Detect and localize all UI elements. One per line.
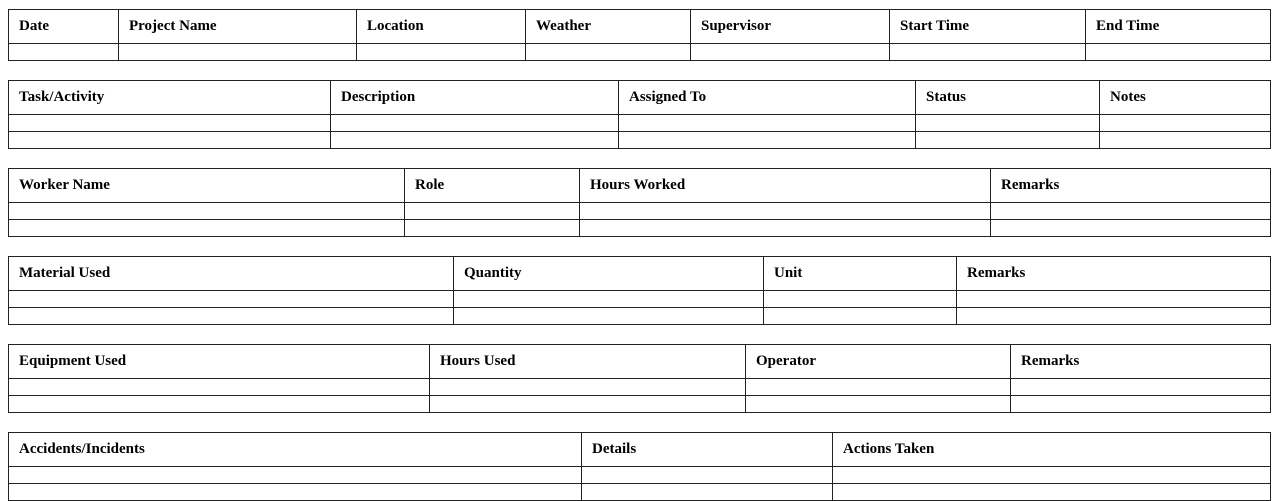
column-header-date: Date — [9, 10, 119, 44]
column-header-material-used: Material Used — [9, 257, 454, 291]
location-cell[interactable] — [357, 44, 526, 61]
description-cell[interactable] — [331, 132, 619, 149]
column-header-remarks: Remarks — [957, 257, 1271, 291]
remarks-cell[interactable] — [1011, 396, 1271, 413]
date-cell[interactable] — [9, 44, 119, 61]
hours-worked-cell[interactable] — [580, 203, 991, 220]
hours-used-cell[interactable] — [430, 396, 746, 413]
task-activity-cell[interactable] — [9, 115, 331, 132]
table-row — [9, 467, 1271, 484]
notes-cell[interactable] — [1100, 132, 1271, 149]
notes-cell[interactable] — [1100, 115, 1271, 132]
remarks-cell[interactable] — [991, 220, 1271, 237]
column-header-task-activity: Task/Activity — [9, 81, 331, 115]
table-row — [9, 115, 1271, 132]
status-cell[interactable] — [916, 132, 1100, 149]
unit-cell[interactable] — [764, 308, 957, 325]
accidents-incidents-cell[interactable] — [9, 484, 582, 501]
table-row — [9, 132, 1271, 149]
supervisor-cell[interactable] — [691, 44, 890, 61]
unit-cell[interactable] — [764, 291, 957, 308]
material-used-cell[interactable] — [9, 291, 454, 308]
header-row — [9, 433, 1271, 467]
remarks-cell[interactable] — [957, 308, 1271, 325]
role-cell[interactable] — [405, 220, 580, 237]
quantity-cell[interactable] — [454, 291, 764, 308]
actions-taken-cell[interactable] — [833, 484, 1271, 501]
equipment-table — [8, 344, 1271, 413]
column-header-project-name: Project Name — [119, 10, 357, 44]
remarks-cell[interactable] — [1011, 379, 1271, 396]
hours-used-cell[interactable] — [430, 379, 746, 396]
column-header-quantity: Quantity — [454, 257, 764, 291]
description-cell[interactable] — [331, 115, 619, 132]
incidents-table — [8, 432, 1271, 501]
column-header-assigned-to: Assigned To — [619, 81, 916, 115]
workers-table — [8, 168, 1271, 237]
table-row — [9, 44, 1271, 61]
table-row — [9, 484, 1271, 501]
column-header-remarks: Remarks — [1011, 345, 1271, 379]
general-info-table — [8, 9, 1271, 61]
accidents-incidents-cell[interactable] — [9, 467, 582, 484]
table-row — [9, 396, 1271, 413]
table-row — [9, 308, 1271, 325]
end-time-cell[interactable] — [1086, 44, 1271, 61]
column-header-actions-taken: Actions Taken — [833, 433, 1271, 467]
column-header-equipment-used: Equipment Used — [9, 345, 430, 379]
column-header-remarks: Remarks — [991, 169, 1271, 203]
assigned-to-cell[interactable] — [619, 132, 916, 149]
hours-worked-cell[interactable] — [580, 220, 991, 237]
column-header-unit: Unit — [764, 257, 957, 291]
column-header-end-time: End Time — [1086, 10, 1271, 44]
table-row — [9, 291, 1271, 308]
details-cell[interactable] — [582, 467, 833, 484]
column-header-description: Description — [331, 81, 619, 115]
equipment-used-cell[interactable] — [9, 379, 430, 396]
column-header-start-time: Start Time — [890, 10, 1086, 44]
worker-name-cell[interactable] — [9, 220, 405, 237]
header-row — [9, 345, 1271, 379]
table-row — [9, 379, 1271, 396]
equipment-used-cell[interactable] — [9, 396, 430, 413]
column-header-details: Details — [582, 433, 833, 467]
assigned-to-cell[interactable] — [619, 115, 916, 132]
column-header-location: Location — [357, 10, 526, 44]
tasks-table — [8, 80, 1271, 149]
column-header-supervisor: Supervisor — [691, 10, 890, 44]
status-cell[interactable] — [916, 115, 1100, 132]
column-header-hours-worked: Hours Worked — [580, 169, 991, 203]
operator-cell[interactable] — [746, 379, 1011, 396]
details-cell[interactable] — [582, 484, 833, 501]
remarks-cell[interactable] — [957, 291, 1271, 308]
column-header-accidents-incidents: Accidents/Incidents — [9, 433, 582, 467]
actions-taken-cell[interactable] — [833, 467, 1271, 484]
role-cell[interactable] — [405, 203, 580, 220]
column-header-status: Status — [916, 81, 1100, 115]
task-activity-cell[interactable] — [9, 132, 331, 149]
weather-cell[interactable] — [526, 44, 691, 61]
quantity-cell[interactable] — [454, 308, 764, 325]
table-row — [9, 203, 1271, 220]
table-row — [9, 220, 1271, 237]
header-row — [9, 10, 1271, 44]
header-row — [9, 257, 1271, 291]
worker-name-cell[interactable] — [9, 203, 405, 220]
material-used-cell[interactable] — [9, 308, 454, 325]
header-row — [9, 81, 1271, 115]
column-header-operator: Operator — [746, 345, 1011, 379]
materials-table — [8, 256, 1271, 325]
start-time-cell[interactable] — [890, 44, 1086, 61]
column-header-notes: Notes — [1100, 81, 1271, 115]
header-row — [9, 169, 1271, 203]
column-header-role: Role — [405, 169, 580, 203]
operator-cell[interactable] — [746, 396, 1011, 413]
column-header-hours-used: Hours Used — [430, 345, 746, 379]
remarks-cell[interactable] — [991, 203, 1271, 220]
column-header-worker-name: Worker Name — [9, 169, 405, 203]
project-name-cell[interactable] — [119, 44, 357, 61]
column-header-weather: Weather — [526, 10, 691, 44]
